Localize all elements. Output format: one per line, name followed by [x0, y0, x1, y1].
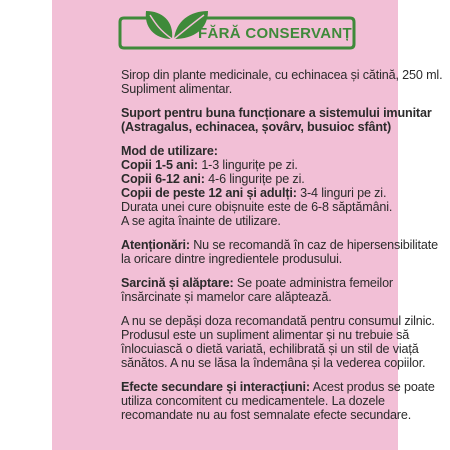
usage-row-text: 1-3 lingurițe pe zi. [197, 158, 298, 172]
intro [121, 68, 443, 96]
usage-row-label: Copii 6-12 ani: [121, 172, 205, 186]
dosage-notice: A nu se depăși doza recomandată pentru consumul zilnic. Produsul este un supliment alimentar și nu trebuie să înlocuiască o dietă variată, echilibrată și un stil de viață sănătos. A nu se lăsa la îndemâna și la vederea copiilor. [121, 314, 435, 370]
pregnancy-text: Se poate administra femeilor însărcinate și mamelor care alăptează. [121, 276, 393, 304]
intro-line: Sirop din plante medicinale, cu echinacea și cătină, 250 ml. [121, 68, 443, 82]
usage-row-text: 4-6 lingurițe pe zi. [204, 172, 305, 186]
usage-note: A se agita înainte de utilizare. [121, 214, 281, 228]
product-label-panel [52, 0, 443, 450]
label-content [121, 68, 443, 422]
warnings-text: Nu se recomandă în caz de hipersensibilitate la oricare dintre ingredientele produsului. [121, 238, 438, 266]
support-line: (Astragalus, echinacea, șovârv, busuioc sfânt) [121, 120, 392, 134]
usage-title: Mod de utilizare: [121, 144, 218, 158]
usage-row [121, 186, 443, 200]
usage-row-label: Copii de peste 12 ani și adulți: [121, 186, 297, 200]
usage-row [121, 172, 443, 186]
side-effects-section [121, 380, 443, 422]
badge-text: FĂRĂ CONSERVANȚI [198, 25, 357, 42]
pregnancy-section [121, 276, 443, 304]
usage-section [121, 144, 443, 228]
pregnancy-label: Sarcină și alăptare: [121, 276, 234, 290]
warnings-section [121, 238, 443, 266]
usage-row-label: Copii 1-5 ani: [121, 158, 198, 172]
warnings-label: Atenționări: [121, 238, 190, 252]
support-line: Suport pentru buna funcționare a sistemului imunitar [121, 106, 432, 120]
support-statement [121, 106, 443, 134]
side-effects-text: Acest produs se poate utiliza concomitent cu medicamentele. La dozele recomandate nu au fost semnalate efecte secundare. [121, 380, 435, 422]
usage-row [121, 158, 443, 172]
intro-line: Supliment alimentar. [121, 82, 233, 96]
usage-row-text: 3-4 linguri pe zi. [296, 186, 387, 200]
usage-note: Durata unei cure obișnuite este de 6-8 săptămâni. [121, 200, 393, 214]
no-preservatives-badge [118, 12, 356, 52]
side-effects-label: Efecte secundare și interacțiuni: [121, 380, 310, 394]
